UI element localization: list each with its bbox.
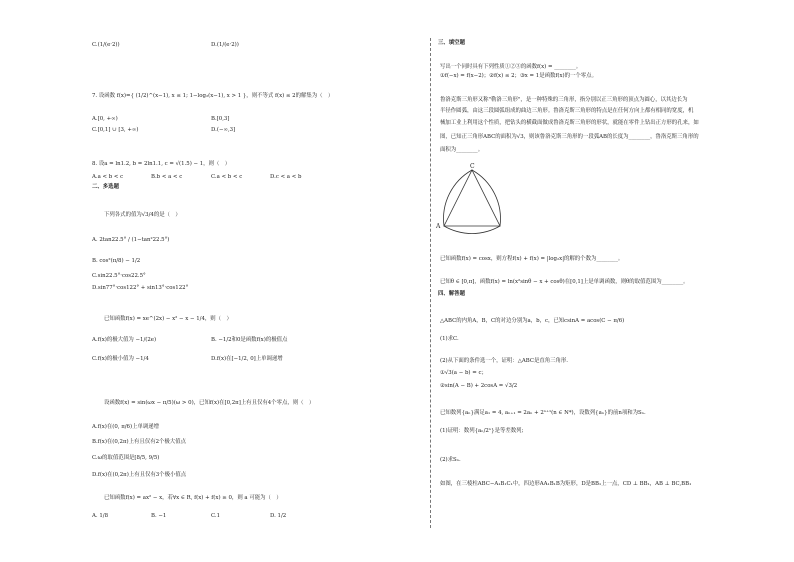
q14-line-1: 鲁洛克斯三角形又称"勒洛三角形"，是一种特殊的三角形，指分别以正三角形的顶点为圆心，以其边长为 (440, 97, 688, 103)
q12-option-a: A. 1/8 (92, 513, 108, 519)
q11-option-b: B.f(x)在(0,2π)上有且仅有2个极大值点 (92, 439, 186, 445)
q17-line-2: (1)求C. (440, 336, 459, 342)
q11-option-d: D.f(x)在(0,2π)上有且仅有3个极小值点 (92, 472, 187, 478)
q12-stem: 已知函数f(x) = ax² − x，若∀x ∈ R, f(x) + f(x) ≥ 0，则 a 可能为（ ） (104, 495, 282, 501)
q15: 已知函数f(x) = cosx，则方程f(x) + f(x) = |log₂x|的解的个数为________。 (440, 256, 624, 262)
q18-line-1: 已知数列{aₙ}满足a₁ = 4, aₙ₊₁ = 2aₙ + 2ⁿ⁺¹(n ∈ N*)，设数列{aₙ}的前n项和为Sₙ. (440, 410, 646, 416)
q6-option-c: C.(1/(e·2)) (92, 42, 120, 48)
q17-line-1: △ABC的内角A，B，C的对边分别为a，b，c，已知csinA = acos(C − π/6) (440, 318, 625, 324)
q18-line-3: (2)求Sₙ. (440, 457, 461, 463)
q10-option-c: C.f(x)的极小值为 −1/4 (92, 356, 149, 362)
column-divider (430, 38, 431, 528)
q9-option-c: C.sin22.5°·cos22.5° (92, 273, 146, 279)
q13-line-1: 写出一个同时具有下列性质①②③的函数f(x) = ________。 (440, 64, 582, 70)
q10-option-d: D.f(x)在[−1/2, 0]上单调递增 (211, 356, 283, 362)
q8-option-d: D.c < a < b (270, 174, 302, 180)
q17-line-3: (2)从下面的条件选一个，证明：△ABC是直角三角形. (440, 358, 568, 364)
q9-stem: 下列各式的值为√3/4的是（ ） (104, 212, 181, 218)
q7-option-b: B.[0,3] (211, 116, 230, 122)
q11-option-a: A.f(x)在(0, π/6)上单调递增 (92, 424, 160, 430)
q7-option-c: C.[0,1] ∪ [3, +∞) (92, 127, 139, 133)
section-fill-in: 三、填空题 (438, 40, 465, 46)
q12-option-c: C.1 (211, 513, 221, 519)
q12-option-b: B. −1 (151, 513, 167, 519)
q11-option-c: C.ω的取值范围是[8/5, 9/5) (92, 455, 160, 461)
q10-stem: 已知函数f(x) = xe^(2x) − x² − x − 1/4，则（ ） (104, 316, 232, 322)
section-multiple-choice: 二、多选题 (92, 184, 119, 190)
q8-option-a: A.a < b < c (92, 174, 124, 180)
q19: 如图，在三棱柱ABC−A₁B₁C₁中，四边形AA₁B₁B为矩形，D是BB₁上一点，CD ⊥ BB₁，AB ⊥ BC,BB₁ (440, 481, 692, 487)
q14-line-3: 械加工业上利用这个性质，把钻头的横截面做成鲁洛克斯三角形的形状，就能在零件上钻出正方形的孔来，如 (440, 120, 699, 126)
figure-label-c: C (470, 163, 475, 170)
q17-line-4: ①√3(a − b) = c； (440, 370, 487, 376)
q8-option-c: C.a < b < c (211, 174, 243, 180)
q7-option-a: A.[0, +∞) (92, 116, 118, 122)
q8-stem: 8. 设a = ln1.2, b = 2ln1.1, c = √(1.5) − 1，则（ ） (92, 161, 231, 167)
q16: 已知θ ∈ [0,π]，函数f(x) = ln(x²sinθ − x + cosθ)在[0,1]上是单调函数，则θ的取值范围为________。 (440, 279, 689, 285)
figure-label-a: A (436, 223, 441, 230)
q12-option-d: D. 1/2 (270, 513, 287, 519)
section-solutions: 四、解答题 (438, 291, 465, 297)
q14-line-2: 半径作圆弧，由这三段圆弧组成的曲边三角形。鲁洛克斯三角形的特点是在任何方向上都有相同的宽度，机 (440, 108, 694, 114)
q9-option-b: B. cos²(π/8) − 1/2 (92, 258, 141, 264)
q13-line-2: ①f(−x) = f(x−2)；②f(x) ≤ 2；③x = 1是函数f(x)的一个零点。 (440, 73, 597, 79)
q7-stem: 7. 设函数 f(x)={ (1/2)^(x−1), x ≤ 1; 1−log₂(x−1), x > 1 }，则不等式 f(x) ≤ 2的解集为（ ） (92, 93, 334, 99)
q10-option-a: A.f(x)的极大值为 −1/(2e) (92, 337, 157, 343)
q7-option-d: D.(−∞,3] (211, 127, 236, 133)
q18-line-2: (1)证明：数列{aₙ/2ⁿ}是等差数列; (440, 428, 524, 434)
q8-option-b: B.b < a < c (151, 174, 183, 180)
reuleaux-triangle-figure (432, 158, 522, 238)
q10-option-b: B. −1/2和0是函数f(x)的极值点 (211, 337, 288, 343)
q6-option-d: D.(1/(e·2)) (211, 42, 239, 48)
q14-line-4: 图，已知正三角形ABC的面积为√3，则该鲁洛克斯三角形的一段弧AB的长度为________，鲁洛克斯三角形的 (440, 134, 699, 140)
q14-line-5: 面积为________。 (440, 147, 484, 153)
q9-option-d: D.sin77°·cos122° + sin13°·cos122° (92, 285, 189, 291)
q9-option-a: A. 2tan22.5° / (1−tan²22.5°) (92, 237, 170, 243)
q17-line-5: ②sin(A − B) + 2cosA = √3/2 (440, 383, 518, 389)
q11-stem: 设函数f(x) = sin(ωx − π/5)(ω > 0)，已知f(x)在[0,2π]上有且仅有4个零点，则（ ） (104, 400, 315, 406)
